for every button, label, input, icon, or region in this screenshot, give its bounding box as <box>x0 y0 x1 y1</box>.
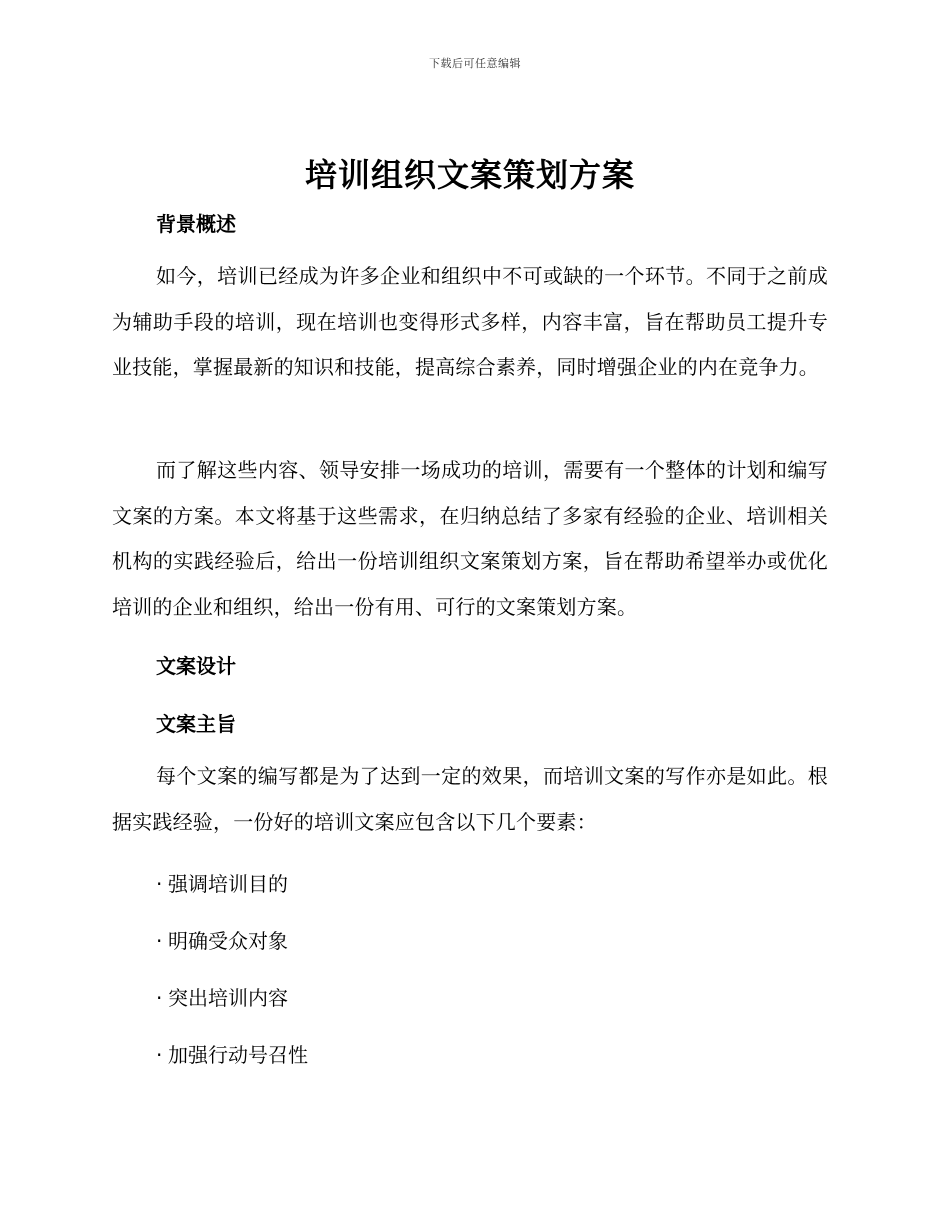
list-item <box>156 1039 308 1068</box>
bullet-marker: · <box>156 1043 163 1067</box>
bullet-marker: · <box>156 929 163 953</box>
bullet-marker: · <box>156 986 163 1010</box>
header-note: 下载后可任意编辑 <box>429 57 521 70</box>
list-item-text: 突出培训内容 <box>168 986 288 1010</box>
list-item-text: 明确受众对象 <box>168 929 288 953</box>
document-title: 培训组织文案策划方案 <box>304 156 635 194</box>
list-item <box>156 982 288 1011</box>
section-heading-background: 背景概述 <box>156 212 236 236</box>
paragraph-background-1: 如今，培训已经成为许多企业和组织中不可或缺的一个环节。不同于之前成为辅助手段的培训，现在培训也变得形式多样，内容丰富，旨在帮助员工提升专业技能，掌握最新的知识和技能，提高综合素养，同时增强企业的内在竞争力。 <box>112 264 828 379</box>
bullet-marker: · <box>156 872 163 896</box>
list-item-text: 加强行动号召性 <box>168 1043 308 1067</box>
list-item <box>156 925 288 954</box>
paragraph-theme-1: 每个文案的编写都是为了达到一定的效果，而培训文案的写作亦是如此。根据实践经验，一份好的培训文案应包含以下几个要素： <box>112 764 828 834</box>
list-item <box>156 868 288 897</box>
paragraph-background-2: 而了解这些内容、领导安排一场成功的培训，需要有一个整体的计划和编写文案的方案。本文将基于这些需求，在归纳总结了多家有经验的企业、培训相关机构的实践经验后，给出一份培训组织文案策划方案，旨在帮助希望举办或优化培训的企业和组织，给出一份有用、可行的文案策划方案。 <box>112 458 828 619</box>
list-item-text: 强调培训目的 <box>168 872 288 896</box>
section-heading-design: 文案设计 <box>156 654 236 678</box>
section-heading-theme: 文案主旨 <box>156 712 236 736</box>
